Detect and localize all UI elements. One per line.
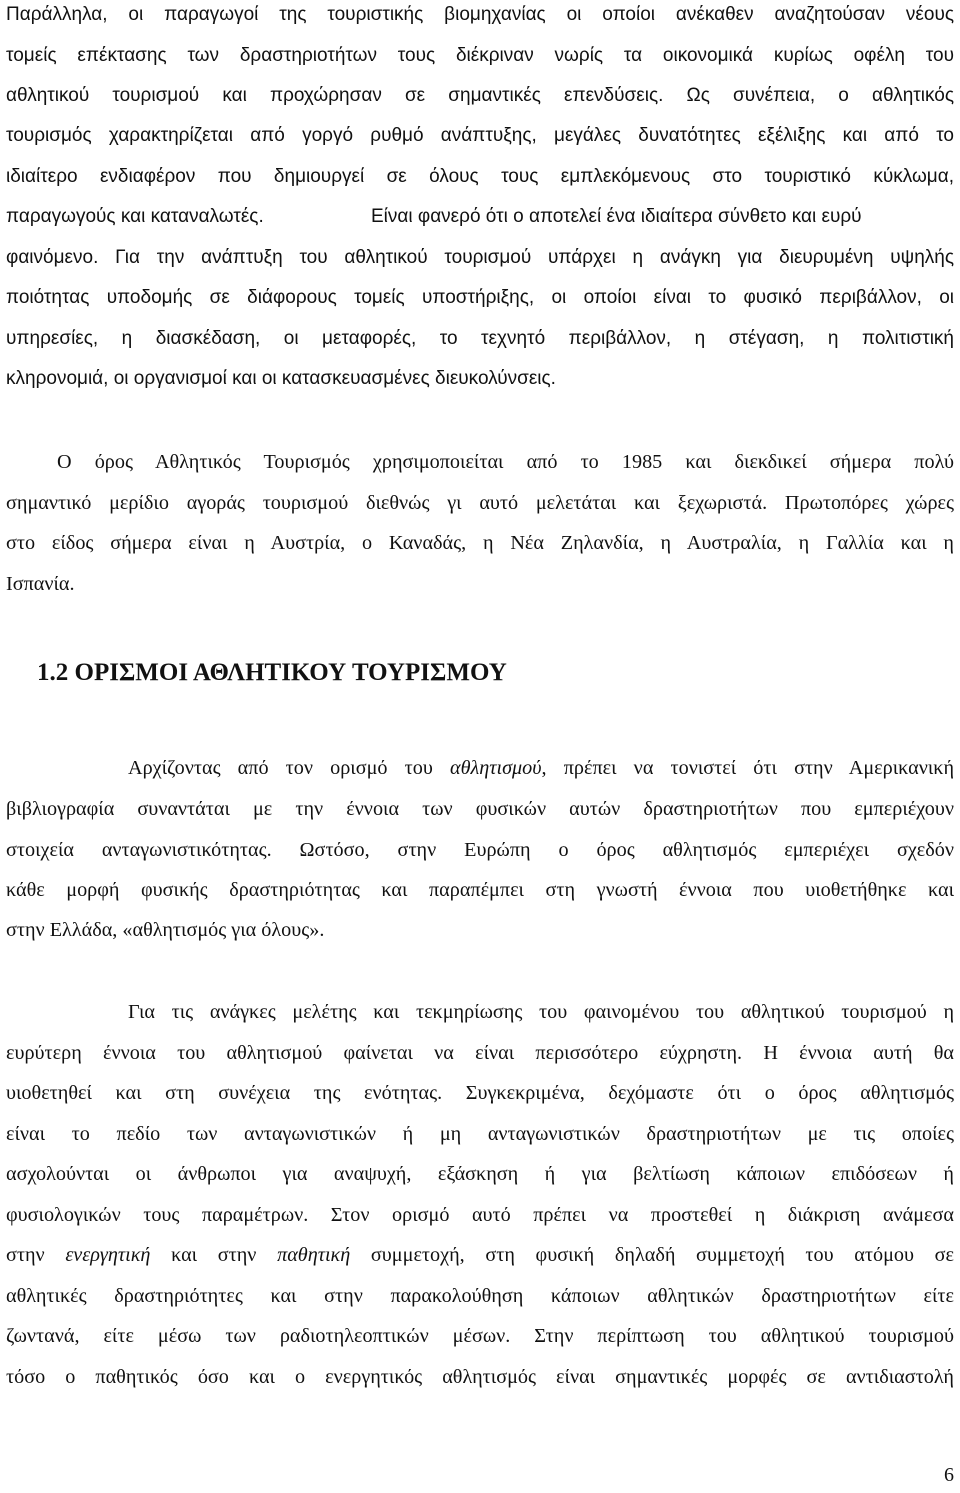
- text-line: αθλητικές δραστηριότητες και στην παρακολούθηση κάποιων αθλητικών δραστηριοτήτων είτε: [6, 1285, 954, 1307]
- text-line: στοιχεία ανταγωνιστικότητας. Ωστόσο, στην Ευρώπη ο όρος αθλητισμός εμπεριέχει σχεδόν: [6, 839, 954, 861]
- text-line: φαινόμενο. Για την ανάπτυξη του αθλητικού τουρισμού υπάρχει η ανάγκη για διευρυμένη υψηλής: [6, 247, 954, 268]
- text-line: Ο όρος Αθλητικός Τουρισμός χρησιμοποιείται από το 1985 και διεκδικεί σήμερα πολύ: [57, 451, 954, 473]
- text-line: ζωντανά, είτε μέσω των ραδιοτηλεοπτικών μέσων. Στην περίπτωση του αθλητικού τουρισμού: [6, 1325, 954, 1347]
- text-line: αθλητικού τουρισμού και προχώρησαν σε σημαντικές επενδύσεις. Ως συνέπεια, ο αθλητικός: [6, 85, 954, 106]
- text-line: [6, 1243, 954, 1267]
- page-number: 6: [944, 1464, 954, 1486]
- italic-term: αθλητισμού: [449, 757, 542, 779]
- italic-term: ενεργητική: [65, 1244, 151, 1266]
- text-line: υιοθετηθεί και στη συνέχεια της ενότητας. Συγκεκριμένα, δεχόμαστε ότι ο όρος αθλητισμός: [6, 1082, 954, 1104]
- text-line: Παράλληλα, οι παραγωγοί της τουριστικής βιομηχανίας οι οποίοι ανέκαθεν αναζητούσαν νέους: [6, 4, 954, 25]
- text-line: σημαντικό μερίδιο αγοράς τουρισμού διεθνώς γι αυτό μελετάται και ξεχωριστά. Πρωτοπόρες χώρες: [6, 492, 954, 514]
- text-line: τόσο ο παθητικός όσο και ο ενεργητικός αθλητισμός είναι σημαντικές μορφές σε αντιδιαστολή: [6, 1366, 954, 1388]
- text-line: φυσιολογικών τους παραμέτρων. Στον ορισμό αυτό πρέπει να προστεθεί η διάκριση ανάμεσα: [6, 1204, 954, 1226]
- text-line: υπηρεσίες, η διασκέδαση, οι μεταφορές, το τεχνητό περιβάλλον, η στέγαση, η πολιτιστική: [6, 328, 954, 349]
- text-segment: παραγωγούς και καταναλωτές.: [6, 206, 264, 227]
- text-line: ποιότητας υποδομής σε διάφορους τομείς υποστήριξης, οι οποίοι είναι το φυσικό περιβάλλον, οι: [6, 287, 954, 308]
- text-line: κληρονομιά, οι οργανισμοί και οι κατασκευασμένες διευκολύνσεις.: [6, 368, 556, 389]
- text-line: κάθε μορφή φυσικής δραστηριότητας και παραπέμπει στη γνωστή έννοια που υιοθετήθηκε και: [6, 879, 954, 901]
- text-line: βιβλιογραφία συναντάται με την έννοια των φυσικών αυτών δραστηριοτήτων που εμπεριέχουν: [6, 798, 954, 820]
- text-line: ιδιαίτερο ενδιαφέρον που δημιουργεί σε όλους τους εμπλεκόμενους στο τουριστικό κύκλωμα,: [6, 166, 954, 187]
- text-line: Ισπανία.: [6, 573, 75, 595]
- text-line: στο είδος σήμερα είναι η Αυστρία, ο Καναδάς, η Νέα Ζηλανδία, η Αυστραλία, η Γαλλία και η: [6, 532, 954, 554]
- text-line: τουρισμός χαρακτηρίζεται από γοργό ρυθμό ανάπτυξης, μεγάλες δυνατότητες εξέλιξης και από το: [6, 125, 954, 146]
- text-segment: συμμετοχή, στη φυσική δηλαδή συμμετοχή του ατόμου σε: [350, 1244, 955, 1266]
- text-segment: και στην: [150, 1244, 278, 1266]
- text-line: [6, 205, 954, 229]
- text-line: ασχολούνται οι άνθρωποι για αναψυχή, εξάσκηση ή για βελτίωση κάποιων επιδόσεων ή: [6, 1163, 954, 1185]
- text-line: ευρύτερη έννοια του αθλητισμού φαίνεται να είναι περισσότερο εύχρηστη. Η έννοια αυτή θα: [6, 1042, 954, 1064]
- section-heading: 1.2 ΟΡΙΣΜΟΙ ΑΘΛΗΤΙΚΟΥ ΤΟΥΡΙΣΜΟΥ: [37, 659, 507, 686]
- text-segment: , πρέπει να τονιστεί ότι στην Αμερικανική: [541, 757, 955, 779]
- text-line: είναι το πεδίο των ανταγωνιστικών ή μη ανταγωνιστικών δραστηριοτήτων με τις οποίες: [6, 1123, 954, 1145]
- text-segment: στην: [6, 1244, 66, 1266]
- text-line: στην Ελλάδα, «αθλητισμός για όλους».: [6, 919, 325, 941]
- text-line: [128, 756, 954, 780]
- text-segment: Είναι φανερό ότι ο αποτελεί ένα ιδιαίτερα σύνθετο και ευρύ: [371, 206, 862, 227]
- text-line: Για τις ανάγκες μελέτης και τεκμηρίωσης του φαινομένου του αθλητικού τουρισμού η: [128, 1001, 954, 1023]
- italic-term: παθητική: [277, 1244, 351, 1266]
- text-segment: Αρχίζοντας από τον ορισμό του: [128, 757, 450, 779]
- text-line: τομείς επέκτασης των δραστηριοτήτων τους διέκριναν νωρίς τα οικονομικά κυρίως οφέλη του: [6, 45, 954, 66]
